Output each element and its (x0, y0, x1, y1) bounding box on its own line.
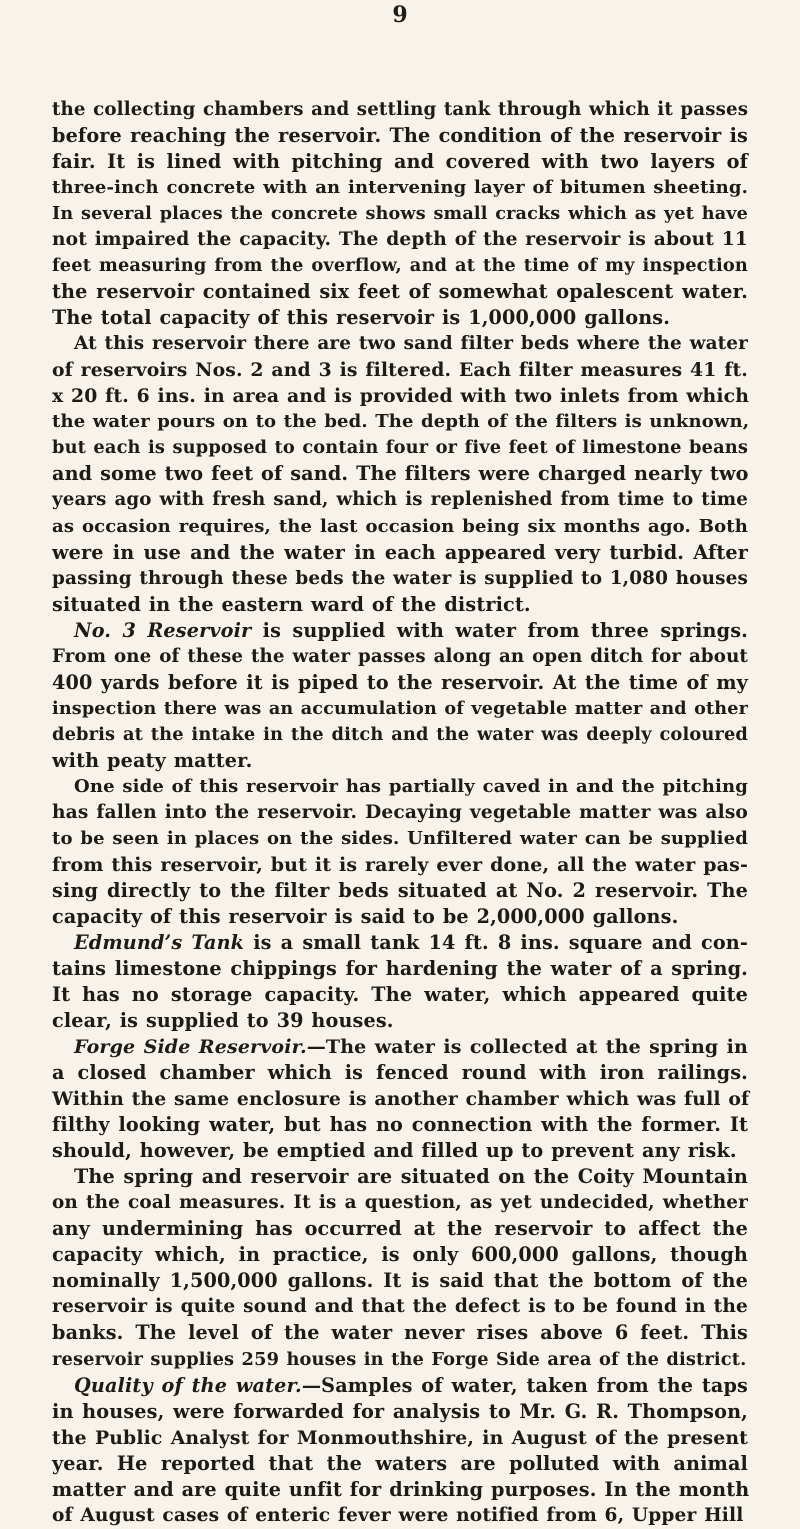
text-line: tains limestone chippings for hardening the water of a spring. (52, 957, 748, 981)
text-line: fair. It is lined with pitching and covered with two layers of (52, 150, 748, 174)
text-line: filthy looking water, but has no connection with the former. It (52, 1113, 748, 1137)
text-line: any undermining has occurred at the reservoir to affect the (52, 1217, 748, 1241)
text-line: capacity of this reservoir is said to be 2,000,000 gallons. (52, 904, 679, 928)
text-line: capacity which, in practice, is only 600,000 gallons, though (52, 1243, 748, 1267)
text-line: 400 yards before it is piped to the reservoir. At the time of my (52, 670, 748, 694)
text-line: situated in the eastern ward of the district. (52, 592, 531, 616)
text-line: year. He reported that the waters are polluted with animal (52, 1451, 748, 1475)
text-line: as occasion requires, the last occasion being six months ago. Both (52, 515, 748, 537)
text-line: on the coal measures. It is a question, as yet undecided, whether (52, 1192, 748, 1214)
text-line: the water pours on to the bed. The depth of the filters is unknown, (52, 411, 750, 433)
text-line: and some two feet of sand. The filters were charged nearly two (52, 462, 749, 486)
line-text: is supplied with water from three springs. (251, 618, 748, 642)
text-line: sing directly to the filter beds situated at No. 2 reservoir. The (52, 878, 748, 902)
text-line: the Public Analyst for Monmouthshire, in August of the present (52, 1426, 748, 1449)
text-line: In several places the concrete shows small cracks which as yet have (52, 203, 748, 225)
text-line (52, 1373, 748, 1399)
text-line: but each is supposed to contain four or five feet of limestone beans (52, 437, 748, 459)
text-line: matter and are quite unfit for drinking purposes. In the month (52, 1477, 750, 1501)
text-line: were in use and the water in each appeared very turbid. After (52, 540, 748, 564)
text-line: Within the same enclosure is another chamber which was full of (52, 1088, 750, 1111)
text-line: reservoir is quite sound and that the defect is to be found in the (52, 1296, 748, 1318)
text-line: x 20 ft. 6 ins. in area and is provided with two inlets from which (52, 385, 750, 408)
line-text: —The water is collected at the spring in (306, 1036, 748, 1059)
section-heading: No. 3 Reservoir (74, 618, 252, 642)
text-line: nominally 1,500,000 gallons. It is said that the bottom of the (52, 1269, 748, 1293)
text-line: feet measuring from the overflow, and at the time of my inspection (52, 255, 748, 277)
text-line: the collecting chambers and settling tank through which it passes (52, 99, 749, 120)
text-line (52, 1034, 748, 1060)
text-line: of reservoirs Nos. 2 and 3 is filtered. Each filter measures 41 ft. (52, 359, 748, 382)
text-line: banks. The level of the water never rises above 6 feet. This (52, 1321, 748, 1345)
text-line: with peaty matter. (52, 748, 253, 772)
text-line: The total capacity of this reservoir is 1,000,000 gallons. (52, 306, 671, 330)
text-line: One side of this reservoir has partially caved in and the pitching (74, 775, 748, 797)
text-line: It has no storage capacity. The water, which appeared quite (52, 983, 748, 1007)
line-text: —Samples of water, taken from the taps (301, 1373, 748, 1397)
text-line (52, 930, 748, 956)
text-line: passing through these beds the water is supplied to 1,080 houses (52, 567, 748, 589)
line-text: is a small tank 14 ft. 8 ins. square and con- (244, 931, 749, 954)
text-line: clear, is supplied to 39 houses. (52, 1009, 394, 1033)
text-line: before reaching the reservoir. The condition of the reservoir is (52, 124, 748, 148)
text-line: inspection there was an accumulation of vegetable matter and other (52, 697, 748, 719)
text-line: of August cases of enteric fever were notified from 6, Upper Hill (52, 1504, 744, 1526)
text-line: has fallen into the reservoir. Decaying vegetable matter was also (52, 801, 748, 823)
text-line: from this reservoir, but it is rarely ever done, all the water pas- (52, 853, 748, 876)
text-line: The spring and reservoir are situated on the Coity Mountain (74, 1165, 748, 1189)
text-line: to be seen in places on the sides. Unfiltered water can be supplied (52, 827, 748, 849)
text-line: debris at the intake in the ditch and the water was deeply coloured (52, 723, 748, 745)
text-line: years ago with fresh sand, which is replenished from time to time (52, 489, 748, 511)
text-line: not impaired the capacity. The depth of the reservoir is about 11 (52, 229, 748, 251)
text-line: the reservoir contained six feet of somewhat opalescent water. (52, 280, 748, 304)
section-heading: Edmund’s Tank (74, 931, 245, 954)
section-heading: Quality of the water. (74, 1373, 302, 1397)
section-heading: Forge Side Reservoir. (74, 1036, 307, 1059)
text-line (52, 618, 748, 644)
text-line: From one of these the water passes along an open ditch for about (52, 645, 748, 667)
text-line: in houses, were forwarded for analysis to Mr. G. R. Thompson, (52, 1399, 748, 1423)
text-line: At this reservoir there are two sand filter beds where the water (74, 333, 748, 355)
text-line: reservoir supplies 259 houses in the Forge Side area of the district. (52, 1348, 747, 1370)
page-number: 9 (392, 2, 408, 28)
text-line: should, however, be emptied and filled up to prevent any risk. (52, 1139, 737, 1163)
text-line: a closed chamber which is fenced round with iron railings. (52, 1061, 748, 1085)
body-text (52, 97, 748, 1529)
text-line: three-inch concrete with an intervening layer of bitumen sheeting. (52, 177, 748, 199)
